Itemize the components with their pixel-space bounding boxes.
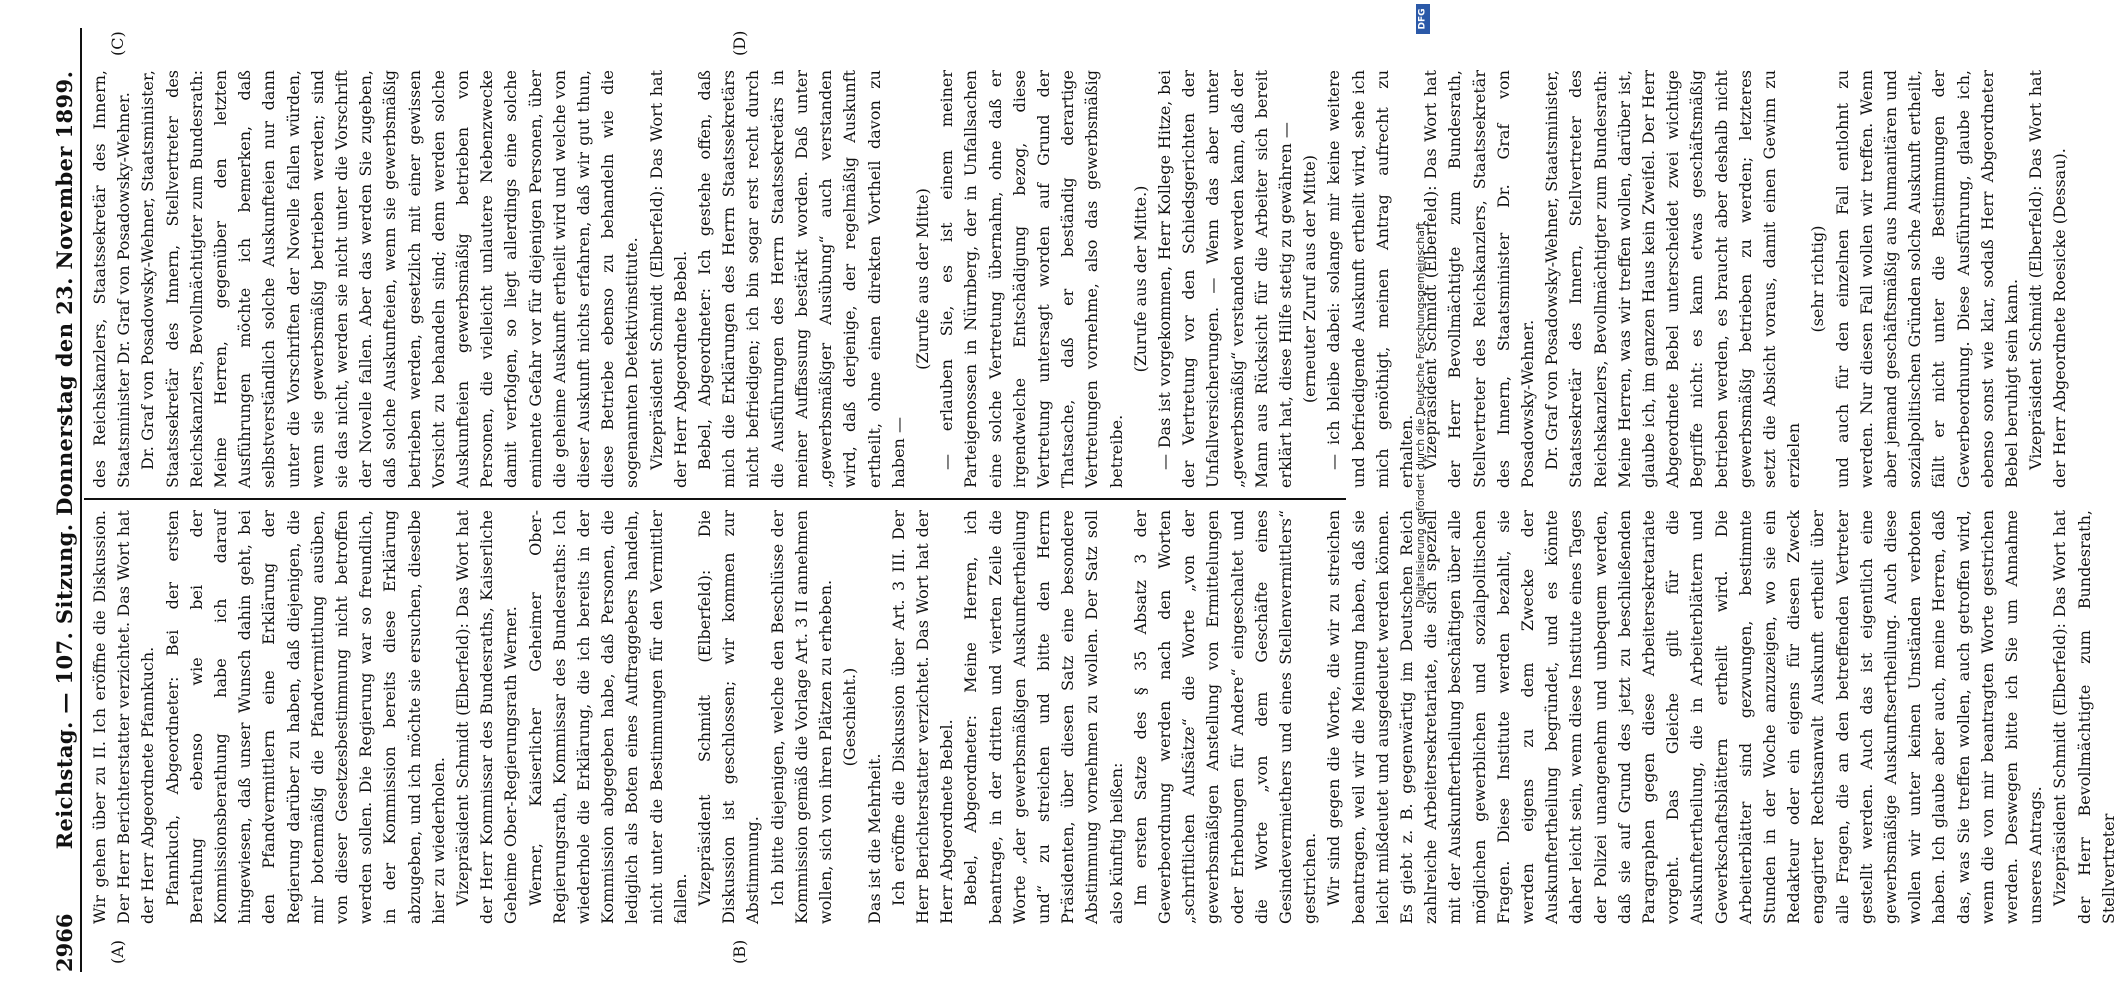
column-divider [84,498,1346,500]
paragraph: Vizepräsident Schmidt (Elberfeld): Das Wort hat der Herr Bevollmächtigte zum Bundesrath, Stellvertreter [2050,510,2118,924]
dfg-logo: DFG [1416,4,1430,34]
quoted-amendment: Im ersten Satze des § 35 Absatz 3 der Gewerbeordnung werden nach den Worten „schriftlichen Aufsätze“ die Worte „von der gewerbsmäßigen Anstellung von Ermittelungen oder Erhebungen für Andere“ eingeschaltet und die Worte „von dem Geschäfte eines Gesindevermiethers und eines Stellenvermittlers“ gestrichen. [1130,510,1320,924]
page-header [52,28,78,972]
stage-direction: (sehr richtig) [1808,225,1828,333]
paragraph: Vizepräsident Schmidt (Elberfeld): Das Wort hat der Herr Abgeordnete Bebel. [646,70,690,488]
paragraph: Ich bitte diejenigen, welche den Beschlüsse der Kommission gemäß die Vorlage Art. 3 II annehmen wollen, sich von ihren Plätzen zu erheben. [767,510,836,924]
paragraph: Pfannkuch, Abgeordneter: Bei der ersten Berathung ebenso wie bei der Kommissionsberathung habe ich darauf hingewiesen, daß unser Wunsch dahin geht, bei den Pfandvermittlern eine Erklärung der Regierung darüber zu haben, daß diejenigen, die mir botenmäßig die Pfandvermittlung ausüben, von dieser Gesetzesbestimmung nicht betroffen werden sollen. Die Regierung war so freundlich, in der Kommission bereits diese Erklärung abzugeben, und ich möchte sie ersuchen, dieselbe hier zu wiederholen. [162,510,448,924]
margin-marker-a: (A) [108,939,127,964]
paragraph: — ich bleibe dabei: solange mir keine weitere und befriedigende Auskunft ertheilt wird, sehe ich mich genöthigt, meinen Antrag aufrecht zu erhalten. [1324,70,1416,488]
paragraph: Werner, Kaiserlicher Geheimer Ober-Regierungsrath, Kommissar des Bundesraths: Ich wiederhole die Erklärung, die ich bereits in der Kommission abgegeben habe, daß Personen, die lediglich als Boten eines Auftraggebers handeln, nicht unter die Bestimmungen für den Vermittler fallen. [525,510,690,924]
paragraph: Bebel, Abgeordneter: Meine Herren, ich beantrage, in der dritten und vierten Zeile die Worte „der gewerbsmäßigen Auskunftertheilung und“ zu streichen und bitte den Herrn Präsidenten, über diesen Satz eine besondere Abstimmung vornehmen zu wollen. Der Satz soll also künftig heißen: [961,510,1126,924]
margin-marker-d: (D) [730,30,749,56]
stage-direction: (erneuter Zuruf aus der Mitte) [1300,154,1320,404]
paragraph: Wir gehen über zu II. Ich eröffne die Diskussion. Der Herr Berichterstatter verzichtet. Das Wort hat der Herr Abgeordnete Pfannkuch. [90,510,158,924]
running-title: Reichstag. — 107. Sitzung. Donnerstag den 23. November 1899. [52,70,77,850]
paragraph: — Das ist vorgekommen, Herr Kollege Hitze, bei der Vertretung vor den Schiedsgerichten der Unfallversicherungen. — Wenn das aber unter „gewerbsmäßig“ verstanden werden kann, daß der Mann aus Rücksicht für die Arbeiter sich bereit erklärt hat, diese Hilfe stetig zu gewähren — [1154,70,1295,488]
paragraph: — erlauben Sie, es ist einem meiner Parteigenossen in Nürnberg, der in Unfallsachen eine solche Vertretung übernahm, ohne daß er irgendwelche Entschädigung bezog, diese Vertretung untersagt worden auf Grund der Thatsache, daß er beständig derartige Vertretungen vornehme, also das gewerbsmäßig betreibe. [937,70,1126,488]
header-rule [80,28,82,972]
left-column [88,510,2118,924]
paragraph: Vizepräsident Schmidt (Elberfeld): Das Wort hat der Herr Bevollmächtigte zum Bundesrath, Stellvertreter des Reichskanzlers, Staatssekretär des Innern, Staatsminister Dr. Graf von Posadowsky-Wehner. [1421,70,1537,488]
paragraph: Bebel, Abgeordneter: Ich gestehe offen, daß mich die Erklärungen des Herrn Staatssekretärs nicht befriedigen; ich bin sogar erst recht durch die Ausführungen des Herrn Staatssekretärs in meiner Auffassung bestärkt worden. Daß unter „gewerbsmäßiger Ausübung“ auch verstanden wird, daß derjenige, der regelmäßig Auskunft ertheilt, ohne einen direkten Vortheil davon zu haben — [695,70,908,488]
paragraph: des Reichskanzlers, Staatssekretär des Innern, Staatsminister Dr. Graf von Posadowsky-Wehner. [90,70,134,488]
stage-direction: (Zurufe aus der Mitte) [912,188,932,370]
paragraph: Wir sind gegen die Worte, die wir zu streichen beantragen, weil wir die Meinung haben, daß sie leicht mißdeutet und ausgedeutet werden können. Es giebt z. B. gegenwärtig im Deutschen Reich zahlreiche Arbeitersekretariate, die sich speziell mit der Auskunftertheilung beschäftigen über alle möglichen gewerblichen und sozialpolitischen Fragen. Diese Institute werden bezahlt, sie werden eigens zu dem Zwecke der Auskunftertheilung begründet, und es könnte daher leicht sein, wenn diese Institute eines Tages der Polizei unangenehm und unbequem werden, daß sie auf Grund des jetzt zu beschließenden Paragraphen gegen diese Arbeitersekretariate vorgeht. Das Gleiche gilt für die Auskunftertheilung, die in Arbeiterblättern und Gewerkschaftsblättern ertheilt wird. Die Arbeiterblätter sind gezwungen, bestimmte Stunden in der Woche anzuzeigen, wo sie ein Redakteur oder ein eigens für diesen Zweck engagirter Rechtsanwalt Auskunft ertheilt über alle Fragen, die an den betreffenden Vertreter gestellt werden. Auch das ist eigentlich eine gewerbsmäßige Auskunftsertheilung. Auch diese wollen wir unter keinen Umständen verboten haben. Ich glaube aber auch, meine Herren, daß das, was Sie treffen wollen, auch getroffen wird, wenn die von mir beantragten Worte gestrichen werden. Deswegen bitte ich Sie um Annahme unseres Antrags. [1324,510,2046,924]
paragraph: Dr. Graf von Posadowsky-Wehner, Staatsminister, Staatssekretär des Innern, Stellvertreter des Reichskanzlers, Bevollmächtigter zum Bundesrath: Meine Herren, was wir treffen wollen, darüber ist, glaube ich, im ganzen Haus kein Zweifel. Der Herr Abgeordnete Bebel unterscheidet zwei wichtige Begriffe nicht: es kann etwas geschäftsmäßig betrieben werden, es braucht aber deshalb nicht gewerbsmäßig betrieben zu werden; letzteres setzt die Absicht voraus, damit einen Gewinn zu erzielen [1542,70,1804,488]
stage-direction: (Zurufe aus der Mitte.) [1130,185,1150,373]
paragraph: Vizepräsident Schmidt (Elberfeld): Das Wort hat der Herr Kommissar des Bundesraths, Kaiserliche Geheime Ober-Regierungsrath Werner. [453,510,521,924]
page-number: 2966 [52,913,77,972]
margin-marker-c: (C) [108,31,127,56]
paragraph: Das ist die Mehrheit. [864,753,884,924]
stage-direction: (Geschieht.) [840,667,860,767]
digitization-notice [1414,8,1428,608]
paragraph: Vizepräsident Schmidt (Elberfeld): Die Diskussion ist geschlossen; wir kommen zur Abstimmung. [695,510,763,924]
paragraph: Vizepräsident Schmidt (Elberfeld): Das Wort hat der Herr Abgeordnete Roesicke (Dessau). [2026,70,2070,488]
margin-marker-b: (B) [730,939,749,964]
paragraph: Dr. Graf von Posadowsky-Wehner, Staatsminister, Staatssekretär des Innern, Stellvertreter des Reichskanzlers, Bevollmächtigter zum Bundesrath: Meine Herren, gegenüber den letzten Ausführungen möchte ich bemerken, daß selbstverständlich solche Auskunfteien nur dann unter die Vorschriften der Novelle fallen würden, wenn sie gewerbsmäßig betrieben werden; sind sie das nicht, werden sie nicht unter die Vorschrift der Novelle fallen. Aber das werden Sie zugeben, daß solche Auskunfteien, wenn sie gewerbsmäßig betrieben werden, gesetzlich mit einer gewissen Vorsicht zu behandeln sind; denn werden solche Auskunfteien gewerbsmäßig betrieben von Personen, die vielleicht unlautere Nebenzwecke damit verfolgen, so liegt allerdings eine solche eminente Gefahr vor für diejenigen Personen, über die geheime Auskunft ertheilt wird und welche von dieser Auskunft nichts erfahren, daß wir gut thun, diese Betriebe ebenso zu behandeln wie die sogenannten Detektivinstitute. [138,70,642,488]
paragraph: Ich eröffne die Diskussion über Art. 3 III. Der Herr Berichterstatter verzichtet. Das Wort hat der Herr Abgeordnete Bebel. [888,510,957,924]
digitization-text: Digitalisierung gefördert durch die Deutsche Forschungsgemeinschaft [1414,222,1427,608]
paragraph: und auch für den einzelnen Fall entlohnt zu werden. Nur diesen Fall wollen wir treffen. Wenn aber jemand geschäftsmäßig aus humanitären und sozialpolitischen Gründen solche Auskunft ertheilt, fällt er nicht unter die Bestimmungen der Gewerbeordnung. Diese Ausführung, glaube ich, ebenso sonst wie klar, sodaß Herr Abgeordneter Bebel beruhigt sein kann. [1832,70,2022,488]
